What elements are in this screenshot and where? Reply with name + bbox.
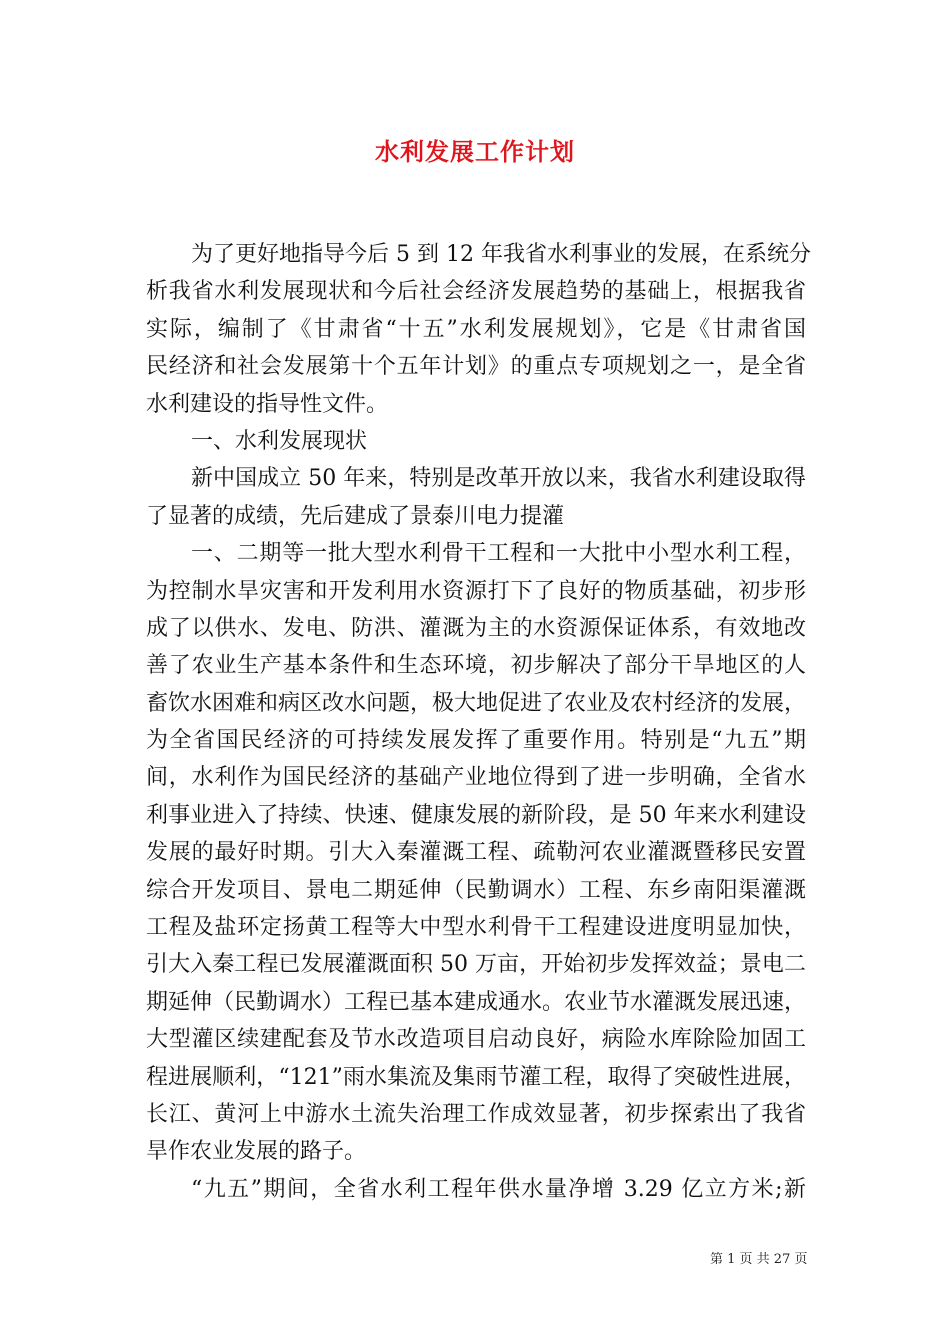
text-line: 工程及盐环定扬黄工程等大中型水利骨干工程建设进度明显加快， (146, 915, 806, 941)
text-line: 水利建设的指导性文件。 (146, 391, 389, 417)
text-line: 长江、黄河上中游水土流失治理工作成效显著，初步探索出了我省 (146, 1101, 806, 1127)
text-line: 为全省国民经济的可持续发展发挥了重要作用。特别是“九五”期 (146, 728, 806, 754)
document-title: 水利发展工作计划 (375, 137, 575, 166)
text-line: 为控制水旱灾害和开发利用水资源打下了良好的物质基础，初步形 (146, 578, 806, 604)
text-line: 民经济和社会发展第十个五年计划》的重点专项规划之一，是全省 (146, 354, 806, 380)
text-line: 新中国成立 50 年来，特别是改革开放以来，我省水利建设取得 (191, 466, 806, 492)
text-line: 实际，编制了《甘肃省“十五”水利发展规划》，它是《甘肃省国 (146, 316, 806, 342)
text-line: 为了更好地指导今后 5 到 12 年我省水利事业的发展，在系统分 (191, 242, 811, 267)
text-line: 旱作农业发展的路子。 (146, 1139, 367, 1165)
text-line: 综合开发项目、景电二期延伸（民勤调水）工程、东乡南阳渠灌溉 (146, 877, 806, 903)
text-line: “九五”期间，全省水利工程年供水量净增 3.29 亿立方米;新 (191, 1176, 806, 1202)
page-number: 第 1 页 共 27 页 (710, 1252, 808, 1267)
text-line: 间，水利作为国民经济的基础产业地位得到了进一步明确，全省水 (146, 765, 806, 791)
text-line: 一、二期等一批大型水利骨干工程和一大批中小型水利工程， (191, 541, 806, 567)
text-line: 畜饮水困难和病区改水问题，极大地促进了农业及农村经济的发展， (146, 690, 807, 716)
text-line: 发展的最好时期。引大入秦灌溉工程、疏勒河农业灌溉暨移民安置 (146, 840, 806, 866)
text-line: 利事业进入了持续、快速、健康发展的新阶段，是 50 年来水利建设 (146, 802, 806, 828)
text-line: 大型灌区续建配套及节水改造项目启动良好，病险水库除险加固工 (146, 1027, 806, 1053)
text-line: 期延伸（民勤调水）工程已基本建成通水。农业节水灌溉发展迅速， (146, 989, 807, 1015)
text-line: 析我省水利发展现状和今后社会经济发展趋势的基础上，根据我省 (146, 279, 806, 305)
text-line: 了显著的成绩，先后建成了景泰川电力提灌 (146, 503, 565, 529)
text-line: 成了以供水、发电、防洪、灌溉为主的水资源保证体系，有效地改 (146, 615, 806, 641)
text-line: 善了农业生产基本条件和生态环境，初步解决了部分干旱地区的人 (146, 653, 806, 679)
text-line: 引大入秦工程已发展灌溉面积 50 万亩，开始初步发挥效益；景电二 (146, 952, 806, 978)
text-line: 一、水利发展现状 (191, 428, 368, 454)
document-body (146, 236, 811, 1208)
text-line: 程进展顺利，“121”雨水集流及集雨节灌工程，取得了突破性进展， (146, 1064, 806, 1090)
